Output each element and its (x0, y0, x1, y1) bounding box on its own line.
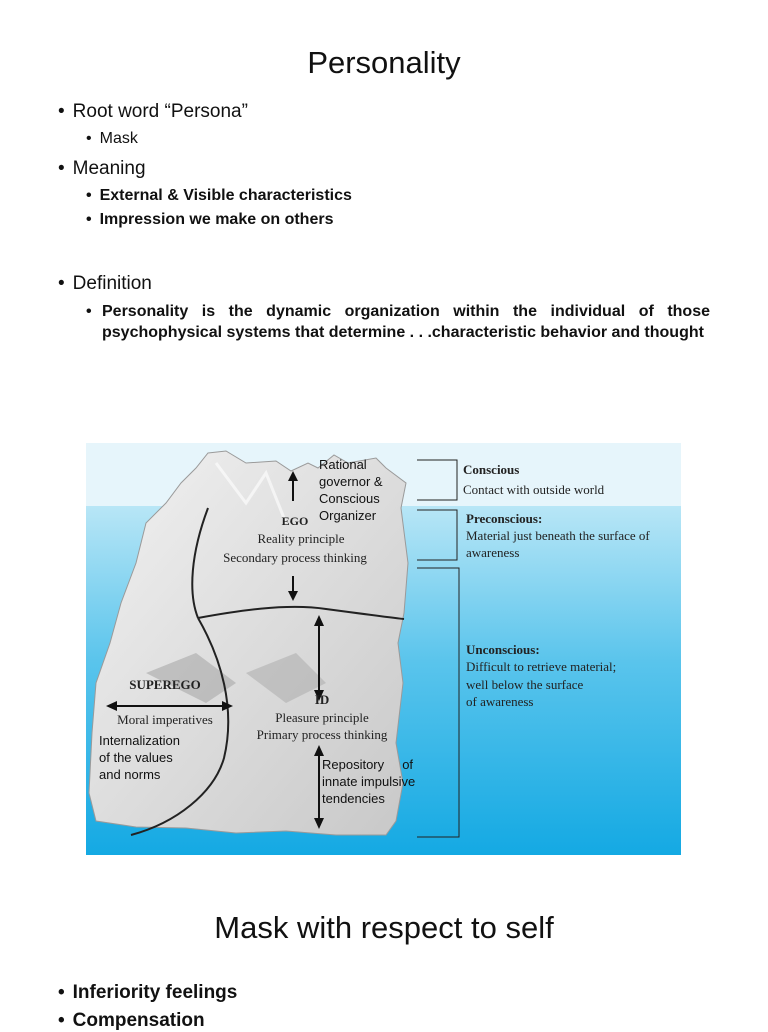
page-title: Personality (307, 45, 461, 80)
bullet-compensation: • Compensation (58, 1010, 205, 1032)
ego-note-line: Conscious (319, 491, 380, 506)
bullet-meaning: • Meaning (58, 158, 146, 180)
superego-title: SUPEREGO (129, 677, 201, 692)
id-note-line: innate impulsive (322, 774, 416, 789)
id-note-line: tendencies (322, 791, 385, 806)
ego-secondary-process: Secondary process thinking (223, 550, 367, 565)
bullet-root-word: • Root word “Persona” (58, 101, 248, 123)
preconscious-label: Preconscious: (466, 511, 543, 526)
unconscious-desc: Difficult to retrieve material; (466, 659, 617, 674)
bullet-dot: • (86, 303, 92, 320)
ego-reality-principle: Reality principle (257, 531, 345, 546)
sub-bullet-impression: • Impression we make on others (86, 211, 333, 229)
sub-bullet-external: • External & Visible characteristics (86, 187, 352, 205)
superego-note-line: Internalization (99, 733, 180, 748)
bullet-inferiority: • Inferiority feelings (58, 982, 237, 1004)
preconscious-desc: awareness (466, 545, 520, 560)
id-primary-process: Primary process thinking (256, 727, 388, 742)
definition-text: Personality is the dynamic organization within the individual of those psychophysical systems that determine . . .characteristic behavior and thought (102, 303, 710, 341)
id-note-line: Repository of (322, 757, 414, 772)
unconscious-label: Unconscious: (466, 642, 540, 657)
superego-note-line: of the values (99, 750, 173, 765)
conscious-label: Conscious (463, 462, 520, 477)
superego-moral-imperatives: Moral imperatives (117, 712, 213, 727)
unconscious-desc: of awareness (466, 694, 534, 709)
section-title: Mask with respect to self (214, 910, 554, 945)
sub-bullet-mask: • Mask (86, 130, 138, 148)
ego-note-line: Organizer (319, 508, 377, 523)
ego-title: EGO (281, 514, 309, 528)
bullet-definition: • Definition (58, 273, 152, 295)
iceberg-diagram (86, 443, 681, 855)
ego-note-line: Rational (319, 457, 367, 472)
unconscious-desc: well below the surface (466, 677, 584, 692)
id-title: ID (314, 692, 330, 707)
superego-note-line: and norms (99, 767, 161, 782)
ego-note-line: governor & (319, 474, 383, 489)
conscious-desc: Contact with outside world (463, 482, 605, 497)
id-pleasure-principle: Pleasure principle (275, 710, 369, 725)
definition-text-block (86, 301, 710, 343)
preconscious-desc: Material just beneath the surface of (466, 528, 650, 543)
